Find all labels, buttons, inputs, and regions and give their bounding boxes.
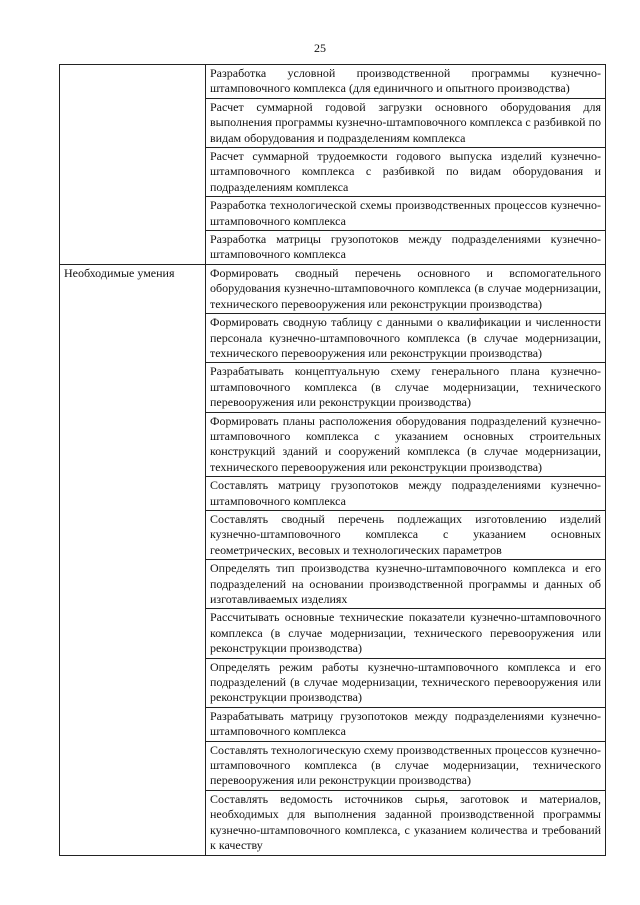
page-number: 25 <box>314 41 326 55</box>
table-cell: Разрабатывать матрицу грузопотоков между подразделениями кузнечно-штамповочного комплекса <box>206 707 606 741</box>
table-cell: Формировать сводный перечень основного и вспомогательного оборудования кузнечно-штамповочного комплекса (в случае модернизации, технического перевооружения или реконструкции производства) <box>206 264 606 313</box>
table-row <box>60 65 606 99</box>
table-cell: Составлять матрицу грузопотоков между подразделениями кузнечно-штамповочного комплекса <box>206 477 606 511</box>
table-cell: Расчет суммарной годовой загрузки основного оборудования для выполнения программы кузнечно-штамповочного комплекса с разбивкой по видам оборудования и подразделениям комплекса <box>206 98 606 147</box>
table-cell: Разработка условной производственной программы кузнечно-штамповочного комплекса (для единичного и опытного производства) <box>206 65 606 99</box>
table-cell: Формировать планы расположения оборудования подразделений кузнечно-штамповочного комплекса с указанием основных строительных конструкций зданий и сооружений комплекса (в случае модернизации, технического перевооружения или реконструкции производства) <box>206 412 606 477</box>
table-cell: Определять тип производства кузнечно-штамповочного комплекса и его подразделений на основании производственной программы и данных об изготавливаемых изделиях <box>206 560 606 609</box>
requirements-table <box>59 64 606 856</box>
table-row <box>60 264 606 313</box>
section-label: Необходимые умения <box>60 264 206 855</box>
table-cell: Рассчитывать основные технические показатели кузнечно-штамповочного комплекса (в случае модернизации, технического перевооружения или реконструкции производства) <box>206 609 606 658</box>
table-cell: Разработка матрицы грузопотоков между подразделениями кузнечно-штамповочного комплекса <box>206 231 606 265</box>
table-cell: Составлять ведомость источников сырья, заготовок и материалов, необходимых для выполнения заданной производственной программы кузнечно-штамповочного комплекса, с указанием количества и требований к качеству <box>206 790 606 855</box>
table-cell: Расчет суммарной трудоемкости годового выпуска изделий кузнечно-штамповочного комплекса с разбивкой по видам оборудования и подразделениям комплекса <box>206 148 606 197</box>
table-cell: Разрабатывать концептуальную схему генерального плана кузнечно-штамповочного комплекса (в случае модернизации, технического перевооружения или реконструкции производства) <box>206 363 606 412</box>
table-cell: Составлять сводный перечень подлежащих изготовлению изделий кузнечно-штамповочного комплекса с указанием основных геометрических, весовых и технологических параметров <box>206 510 606 559</box>
table-cell: Разработка технологической схемы производственных процессов кузнечно-штамповочного комплекса <box>206 197 606 231</box>
table-cell: Составлять технологическую схему производственных процессов кузнечно-штамповочного комплекса (в случае модернизации, технического перевооружения или реконструкции производства) <box>206 741 606 790</box>
section-label <box>60 65 206 265</box>
table-cell: Формировать сводную таблицу с данными о квалификации и численности персонала кузнечно-штамповочного комплекса (в случае модернизации, технического перевооружения или реконструкции производства) <box>206 314 606 363</box>
table-cell: Определять режим работы кузнечно-штамповочного комплекса и его подразделений (в случае модернизации, технического перевооружения или реконструкции производства) <box>206 658 606 707</box>
